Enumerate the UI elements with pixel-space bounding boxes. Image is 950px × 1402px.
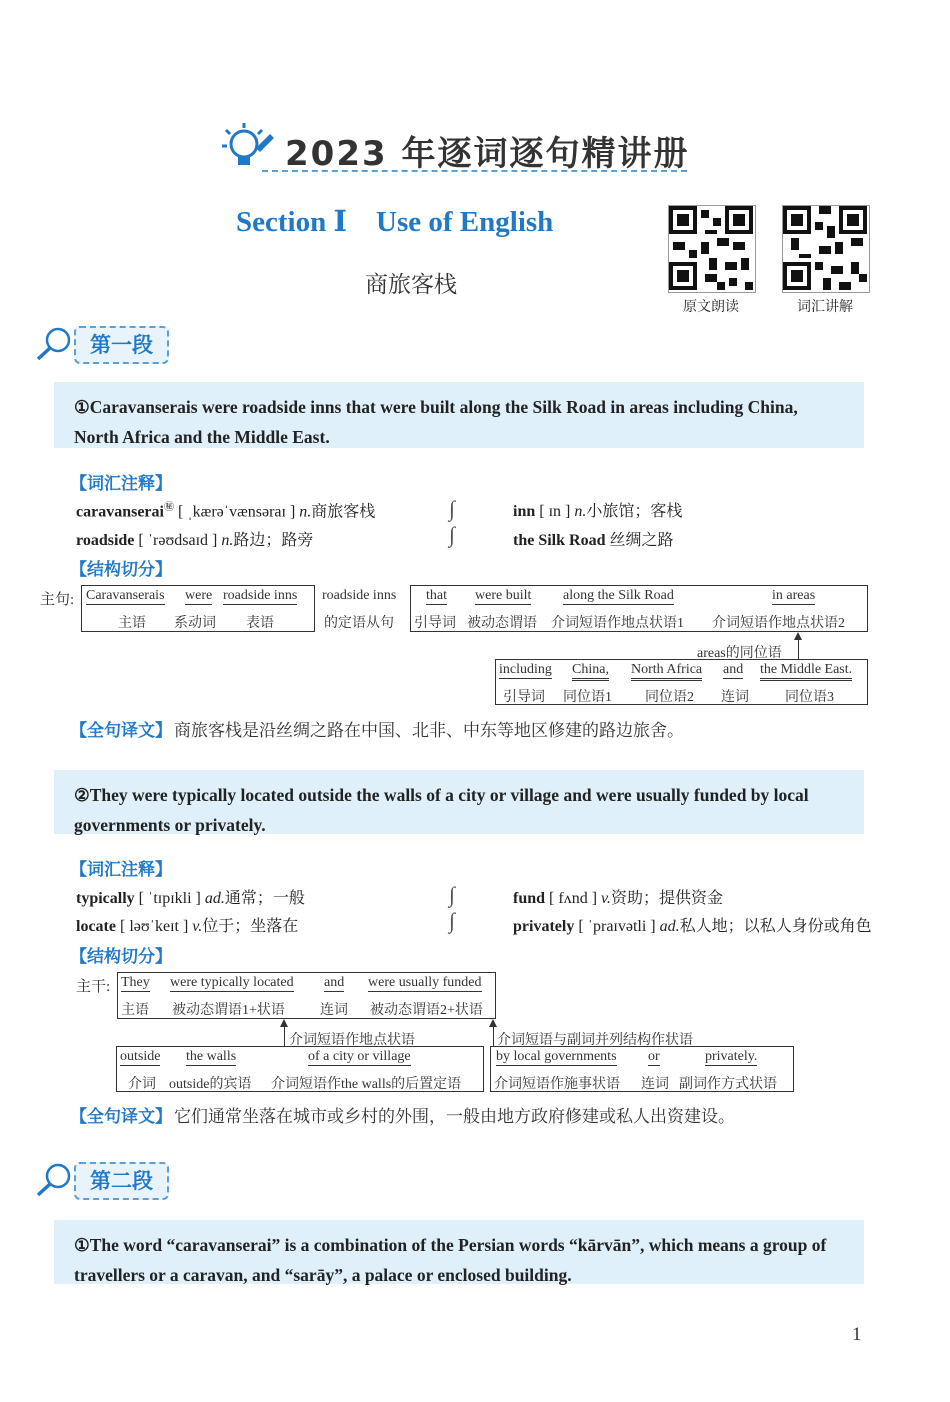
diag-linkverb: were <box>185 588 213 603</box>
diag2-city-zh: 介词短语作the walls的后置定语 <box>271 1077 462 1092</box>
diag2-and: and <box>324 975 345 990</box>
diag-north-africa-zh: 同位语2 <box>645 690 694 705</box>
diag2-they: They <box>121 975 150 990</box>
diag2-privately: privately. <box>705 1049 758 1064</box>
arrow-line-areas <box>798 638 799 660</box>
diag2-outside: outside <box>120 1049 161 1064</box>
page-number: 1 <box>852 1324 862 1345</box>
vocab-privately: privately [ ˈpraɪvətli ] ad.私人地；以私人身份或角色 <box>513 918 872 935</box>
paragraph-1-tag: 第一段 <box>74 326 169 364</box>
vocab-label-2: 【词汇注释】 <box>70 860 172 880</box>
diag-that-zh: 引导词 <box>414 616 456 631</box>
structure-label-2: 【结构切分】 <box>70 947 172 967</box>
qr-audio-label: 原文朗读 <box>683 299 739 315</box>
sentence-1-box <box>54 382 864 448</box>
vocab-roadside: roadside [ ˈrəʊdsaɪd ] n.路边；路旁 <box>76 532 314 549</box>
qr-code-audio[interactable] <box>668 205 756 293</box>
diag-along-zh: 介词短语作地点状语1 <box>551 616 684 631</box>
diag-and: and <box>723 662 744 677</box>
diag2-funded-zh: 被动态谓语2+状语 <box>370 1003 483 1018</box>
arrow-line-left <box>284 1025 285 1047</box>
sentence-1-text: ①Caravanserais were roadside inns that were built along the Silk Road in areas including China, North Africa and the Middle East. <box>74 397 798 447</box>
right-label: 介词短语与副词并列结构作状语 <box>497 1033 693 1048</box>
page-title: 2023 年逐词逐句精讲册 <box>285 134 690 174</box>
diag-and-zh: 连词 <box>721 690 749 705</box>
vocab-locate: locate [ ləʊˈkeɪt ] v.位于；坐落在 <box>76 918 299 935</box>
translation-1: 【全句译文】 商旅客栈是沿丝绸之路在中国、北非、中东等地区修建的路边旅舍。 <box>70 721 684 741</box>
divider-squiggle-2: ∫ ∫ <box>449 882 456 933</box>
diag2-city: of a city or village <box>308 1049 411 1064</box>
qr-vocab-label: 词汇讲解 <box>797 299 853 315</box>
diag2-or-zh: 连词 <box>641 1077 669 1092</box>
diag2-walls: the walls <box>186 1049 237 1064</box>
vocab-fund: fund [ fʌnd ] v.资助；提供资金 <box>513 890 723 907</box>
diag-along: along the Silk Road <box>563 588 674 603</box>
diag2-and-zh: 连词 <box>320 1003 348 1018</box>
left-label: 介词短语作地点状语 <box>289 1033 415 1048</box>
section-title: Section Ⅰ Use of English <box>236 206 554 238</box>
diag-including: including <box>499 662 552 677</box>
vocab-silk-road: the Silk Road 丝绸之路 <box>513 532 674 549</box>
diag2-located-zh: 被动态谓语1+状语 <box>172 1003 285 1018</box>
diag2-outside-zh: 介词 <box>128 1077 156 1092</box>
diag-china: China, <box>572 662 609 681</box>
diagram2-lead: 主干: <box>76 979 111 995</box>
diag2-walls-zh: outside的宾语 <box>169 1077 252 1092</box>
diag-in-areas: in areas <box>772 588 816 603</box>
diag-subject-zh: 主语 <box>118 616 146 631</box>
sentence-2-box <box>54 770 864 834</box>
diag-middle-east-zh: 同位语3 <box>785 690 834 705</box>
divider-squiggle: ∫ ∫ <box>449 496 456 547</box>
vocab-typically: typically [ ˈtɪpɪkli ] ad.通常；一般 <box>76 890 305 907</box>
title-divider <box>262 170 687 172</box>
vocab-label-1: 【词汇注释】 <box>70 474 172 494</box>
diag2-by-local: by local governments <box>496 1049 617 1064</box>
diag2-they-zh: 主语 <box>121 1003 149 1018</box>
structure-label-1: 【结构切分】 <box>70 560 172 580</box>
magnifier-icon <box>34 326 74 367</box>
diag-that: that <box>426 588 447 603</box>
diagram-lead: 主句: <box>40 592 75 608</box>
paragraph-2-tag: 第二段 <box>74 1162 169 1200</box>
vocab-caravanserai: caravanserai㊙ [ ˌkærəˈvænsəraɪ ] n.商旅客栈 <box>76 502 376 521</box>
diag2-located: were typically located <box>170 975 294 990</box>
diag2-funded: were usually funded <box>368 975 482 990</box>
magnifier-icon-2 <box>34 1162 74 1203</box>
diag2-by-local-zh: 介词短语作施事状语 <box>494 1077 620 1092</box>
clause-label-zh: 的定语从句 <box>324 616 394 631</box>
sentence-3-text: ①The word “caravanserai” is a combination of the Persian words “kārvān”, which means a group of travellers or a caravan, and “sarāy”, a palace or enclosed building. <box>74 1235 827 1285</box>
diag-middle-east: the Middle East. <box>760 662 852 681</box>
diag2-or: or <box>648 1049 660 1064</box>
passage-subtitle: 商旅客栈 <box>365 272 457 298</box>
vocab-inn: inn [ ɪn ] n.小旅馆；客栈 <box>513 503 683 520</box>
clause-label: roadside inns <box>322 588 397 603</box>
appos-label: areas的同位语 <box>697 646 782 661</box>
diag-predicative-zh: 表语 <box>246 616 274 631</box>
diag-including-zh: 引导词 <box>503 690 545 705</box>
diag-were-built-zh: 被动态谓语 <box>467 616 537 631</box>
diag-subject: Caravanserais <box>86 588 165 603</box>
translation-2: 【全句译文】 它们通常坐落在城市或乡村的外围，一般由地方政府修建或私人出资建设。 <box>70 1107 735 1127</box>
diag-north-africa: North Africa <box>631 662 702 681</box>
qr-code-vocab[interactable] <box>782 205 870 293</box>
diag-predicative: roadside inns <box>223 588 298 603</box>
diag-china-zh: 同位语1 <box>563 690 612 705</box>
diag-in-areas-zh: 介词短语作地点状语2 <box>712 616 845 631</box>
diag2-privately-zh: 副词作方式状语 <box>679 1077 777 1092</box>
sentence-2-text: ②They were typically located outside the walls of a city or village and were usually funded by local governments or privately. <box>74 785 809 835</box>
diag-were-built: were built <box>475 588 532 603</box>
diag-linkverb-zh: 系动词 <box>174 616 216 631</box>
arrow-line-right <box>493 1025 494 1047</box>
sentence-3-box <box>54 1220 864 1284</box>
